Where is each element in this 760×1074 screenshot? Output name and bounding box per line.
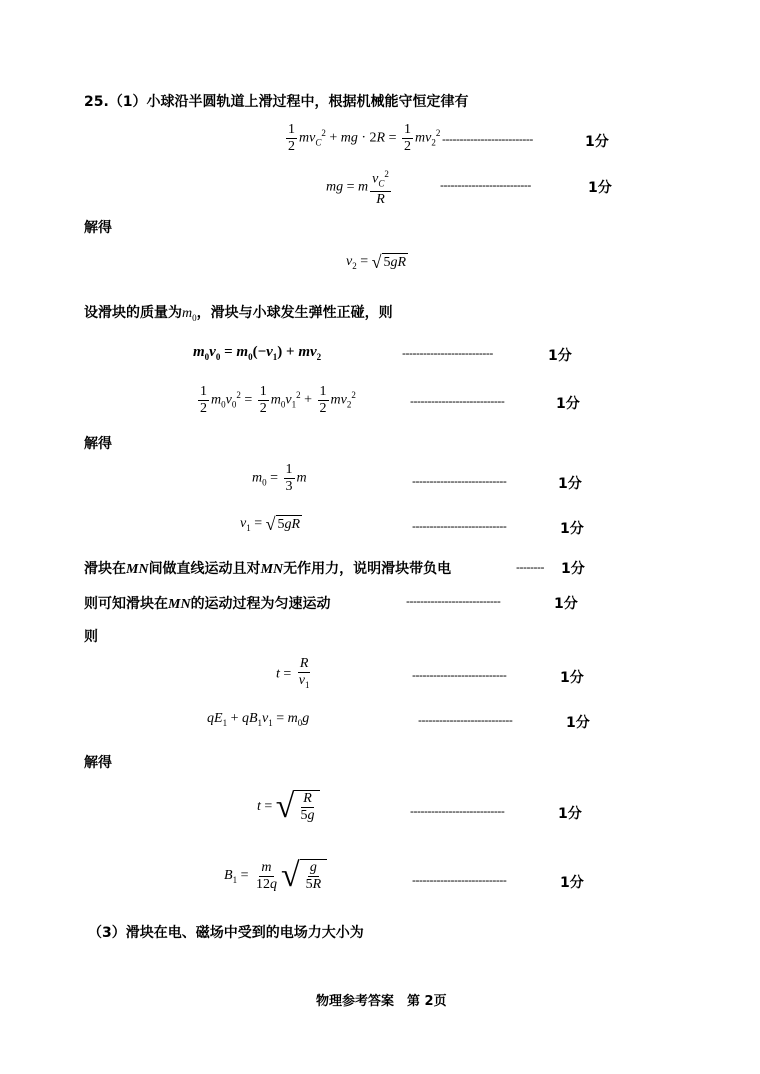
score-label: 1分 [556,396,580,412]
score-dashes: -------- [516,560,544,574]
mn-sentence-2 [84,593,331,613]
sentence-part: 无作用力，说明滑块带负电 [283,561,452,577]
score-label: 1分 [558,806,582,822]
equation-v2: $v_2$ = √ 5 gR [346,252,407,272]
mn-symbol: MN [126,562,149,577]
solve-label: 解得 [84,755,112,771]
equation-t: t = $\frac{R}{v_1}$ [276,656,310,690]
score-dashes: --------------------------- [406,594,501,608]
solve-label: 解得 [84,220,112,236]
score-dashes: --------------------------- [410,394,505,408]
score-label: 1分 [560,521,584,537]
page-footer: 物理参考答案 第 2页 [316,994,447,1009]
solve-label: 解得 [84,436,112,452]
score-label: 1分 [561,561,585,577]
sentence-part: 间做直线运动且对 [148,561,261,577]
score-dashes: --------------------------- [412,519,507,533]
equation-m0: $m_0$ = $\frac{1}{3}$ m [252,462,307,494]
mn-sentence-1 [84,558,451,578]
equation-centripetal: mg = m $\frac{v_C^2}{R}$ [326,166,393,208]
sentence-part: 滑块在 [84,561,126,577]
score-label: 1分 [585,134,609,150]
score-dashes: -------------------------- [440,178,531,192]
sentence-part: 的运动过程为匀速运动 [190,596,331,612]
score-dashes: -------------------------- [442,132,533,146]
sentence-part: 设滑块的质量为 [84,305,182,321]
mn-symbol: MN [260,562,284,577]
equation-b1-result: $B_1$ = $\frac{m}{12q}$ √ $\frac{g}{5R}$ [224,859,327,893]
equation-v1: $v_1$ = √ 5 gR [240,514,301,534]
question-25-heading: 25.（1）小球沿半圆轨道上滑过程中，根据机械能守恒定律有 [84,94,469,110]
slider-mass-sentence: 设滑块的质量为$m_0$，滑块与小球发生弹性正碰，则 [84,305,393,323]
score-label: 1分 [566,715,590,731]
then-label: 则 [84,629,98,645]
equation-momentum: $m_0v_0 = m_0(-v_1) + mv_2$ [193,344,322,362]
score-dashes: --------------------------- [418,713,513,727]
equation-t-result: t = √ $\frac{R}{5g}$ [257,790,320,824]
mn-symbol: MN [168,597,191,612]
score-dashes: --------------------------- [412,873,507,887]
sentence-part: 则可知滑块在 [84,596,168,612]
score-label: 1分 [560,670,584,686]
score-dashes: -------------------------- [402,346,493,360]
score-dashes: --------------------------- [412,668,507,682]
equation-force-balance: $qE_1 + qB_1v_1 = m_0g$ [207,711,310,728]
score-label: 1分 [558,476,582,492]
score-label: 1分 [548,348,572,364]
score-dashes: --------------------------- [412,474,507,488]
equation-energy-conservation: $\frac{1}{2}$ $mv_C^2$ + mg · 2R = $\frac{1}{2}$ $mv_2^2$ [288,122,441,154]
score-dashes: --------------------------- [410,804,505,818]
equation-kinetic-energy: $\frac{1}{2}$ $m_0v_0^2$ = $\frac{1}{2}$ $m_0v_1^2$ + $\frac{1}{2}$ $mv_2^2$ [200,384,356,416]
sentence-part: ，滑块与小球发生弹性正碰，则 [196,305,393,321]
part-3-heading: （3）滑块在电、磁场中受到的电场力大小为 [88,925,364,941]
score-label: 1分 [588,180,612,196]
score-label: 1分 [560,875,584,891]
score-label: 1分 [554,596,578,612]
